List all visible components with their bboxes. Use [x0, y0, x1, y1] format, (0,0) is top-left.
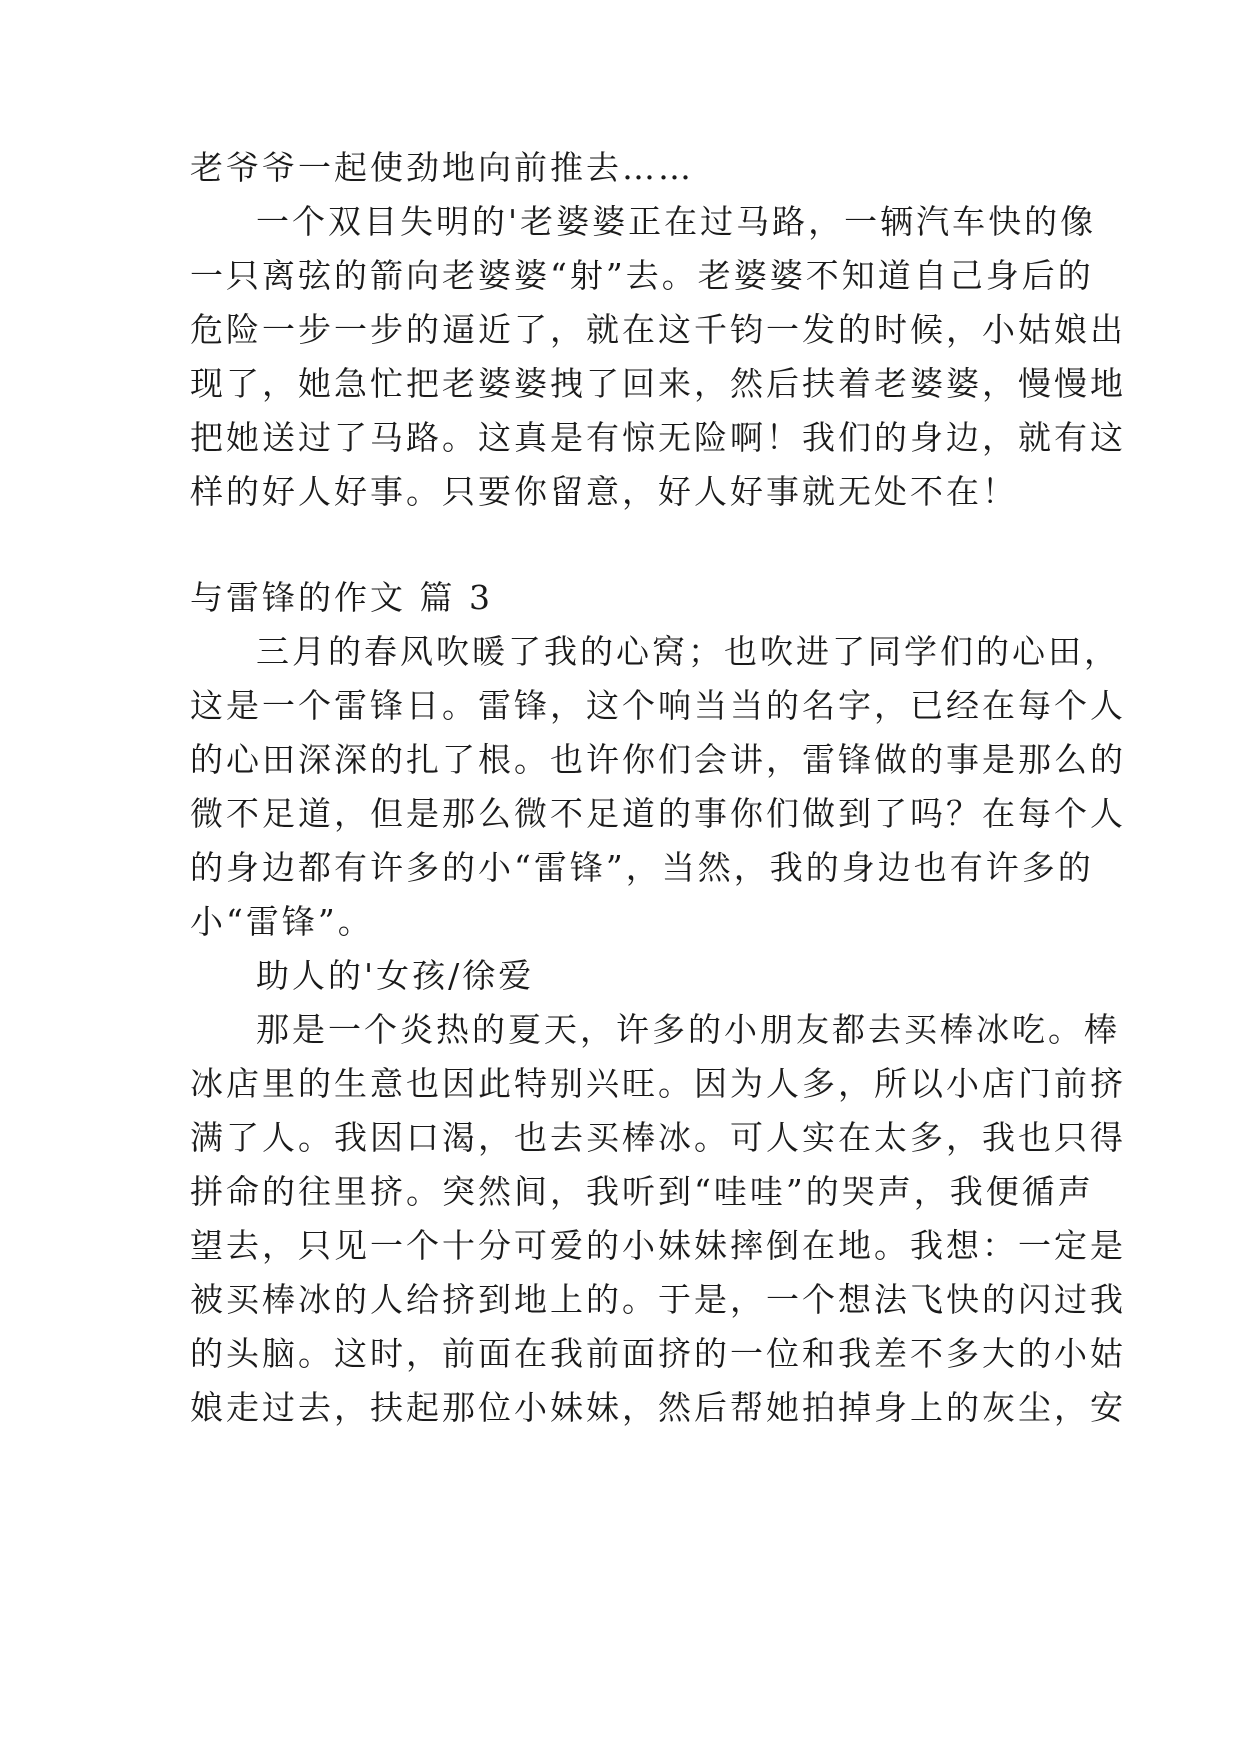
- text-line: 把她送过了马路。这真是有惊无险啊！我们的身边，就有这: [190, 418, 1126, 457]
- text-line: 的心田深深的扎了根。也许你们会讲，雷锋做的事是那么的: [190, 740, 1126, 779]
- text-line: 老爷爷一起使劲地向前推去……: [190, 148, 694, 187]
- subtitle-line: 助人的'女孩/徐爱: [256, 956, 535, 995]
- text-line: 拼命的往里挤。突然间，我听到“哇哇”的哭声，我便循声: [190, 1172, 1094, 1211]
- text-line: 被买棒冰的人给挤到地上的。于是，一个想法飞快的闪过我: [190, 1280, 1126, 1319]
- text-line: 一只离弦的箭向老婆婆“射”去。老婆婆不知道自己身后的: [190, 256, 1094, 295]
- text-line: 冰店里的生意也因此特别兴旺。因为人多，所以小店门前挤: [190, 1064, 1126, 1103]
- paragraph-start-line: 一个双目失明的'老婆婆正在过马路，一辆汽车快的像: [256, 202, 1097, 241]
- text-line: 望去，只见一个十分可爱的小妹妹摔倒在地。我想：一定是: [190, 1226, 1126, 1265]
- paragraph-start-line: 那是一个炎热的夏天，许多的小朋友都去买棒冰吃。棒: [256, 1010, 1120, 1049]
- paragraph-start-line: 三月的春风吹暖了我的心窝；也吹进了同学们的心田，: [256, 632, 1120, 671]
- text-line: 危险一步一步的逼近了，就在这千钧一发的时候，小姑娘出: [190, 310, 1126, 349]
- section-heading: 与雷锋的作文 篇 3: [190, 578, 493, 617]
- text-line: 样的好人好事。只要你留意，好人好事就无处不在！: [190, 472, 1018, 511]
- text-line: 这是一个雷锋日。雷锋，这个响当当的名字，已经在每个人: [190, 686, 1126, 725]
- text-line: 的头脑。这时，前面在我前面挤的一位和我差不多大的小姑: [190, 1334, 1126, 1373]
- text-line: 满了人。我因口渴，也去买棒冰。可人实在太多，我也只得: [190, 1118, 1126, 1157]
- text-line: 的身边都有许多的小“雷锋”，当然，我的身边也有许多的: [190, 848, 1094, 887]
- text-line: 微不足道，但是那么微不足道的事你们做到了吗？在每个人: [190, 794, 1126, 833]
- text-line: 娘走过去，扶起那位小妹妹，然后帮她拍掉身上的灰尘，安: [190, 1388, 1126, 1427]
- text-line: 现了，她急忙把老婆婆拽了回来，然后扶着老婆婆，慢慢地: [190, 364, 1126, 403]
- text-line: 小“雷锋”。: [190, 902, 374, 941]
